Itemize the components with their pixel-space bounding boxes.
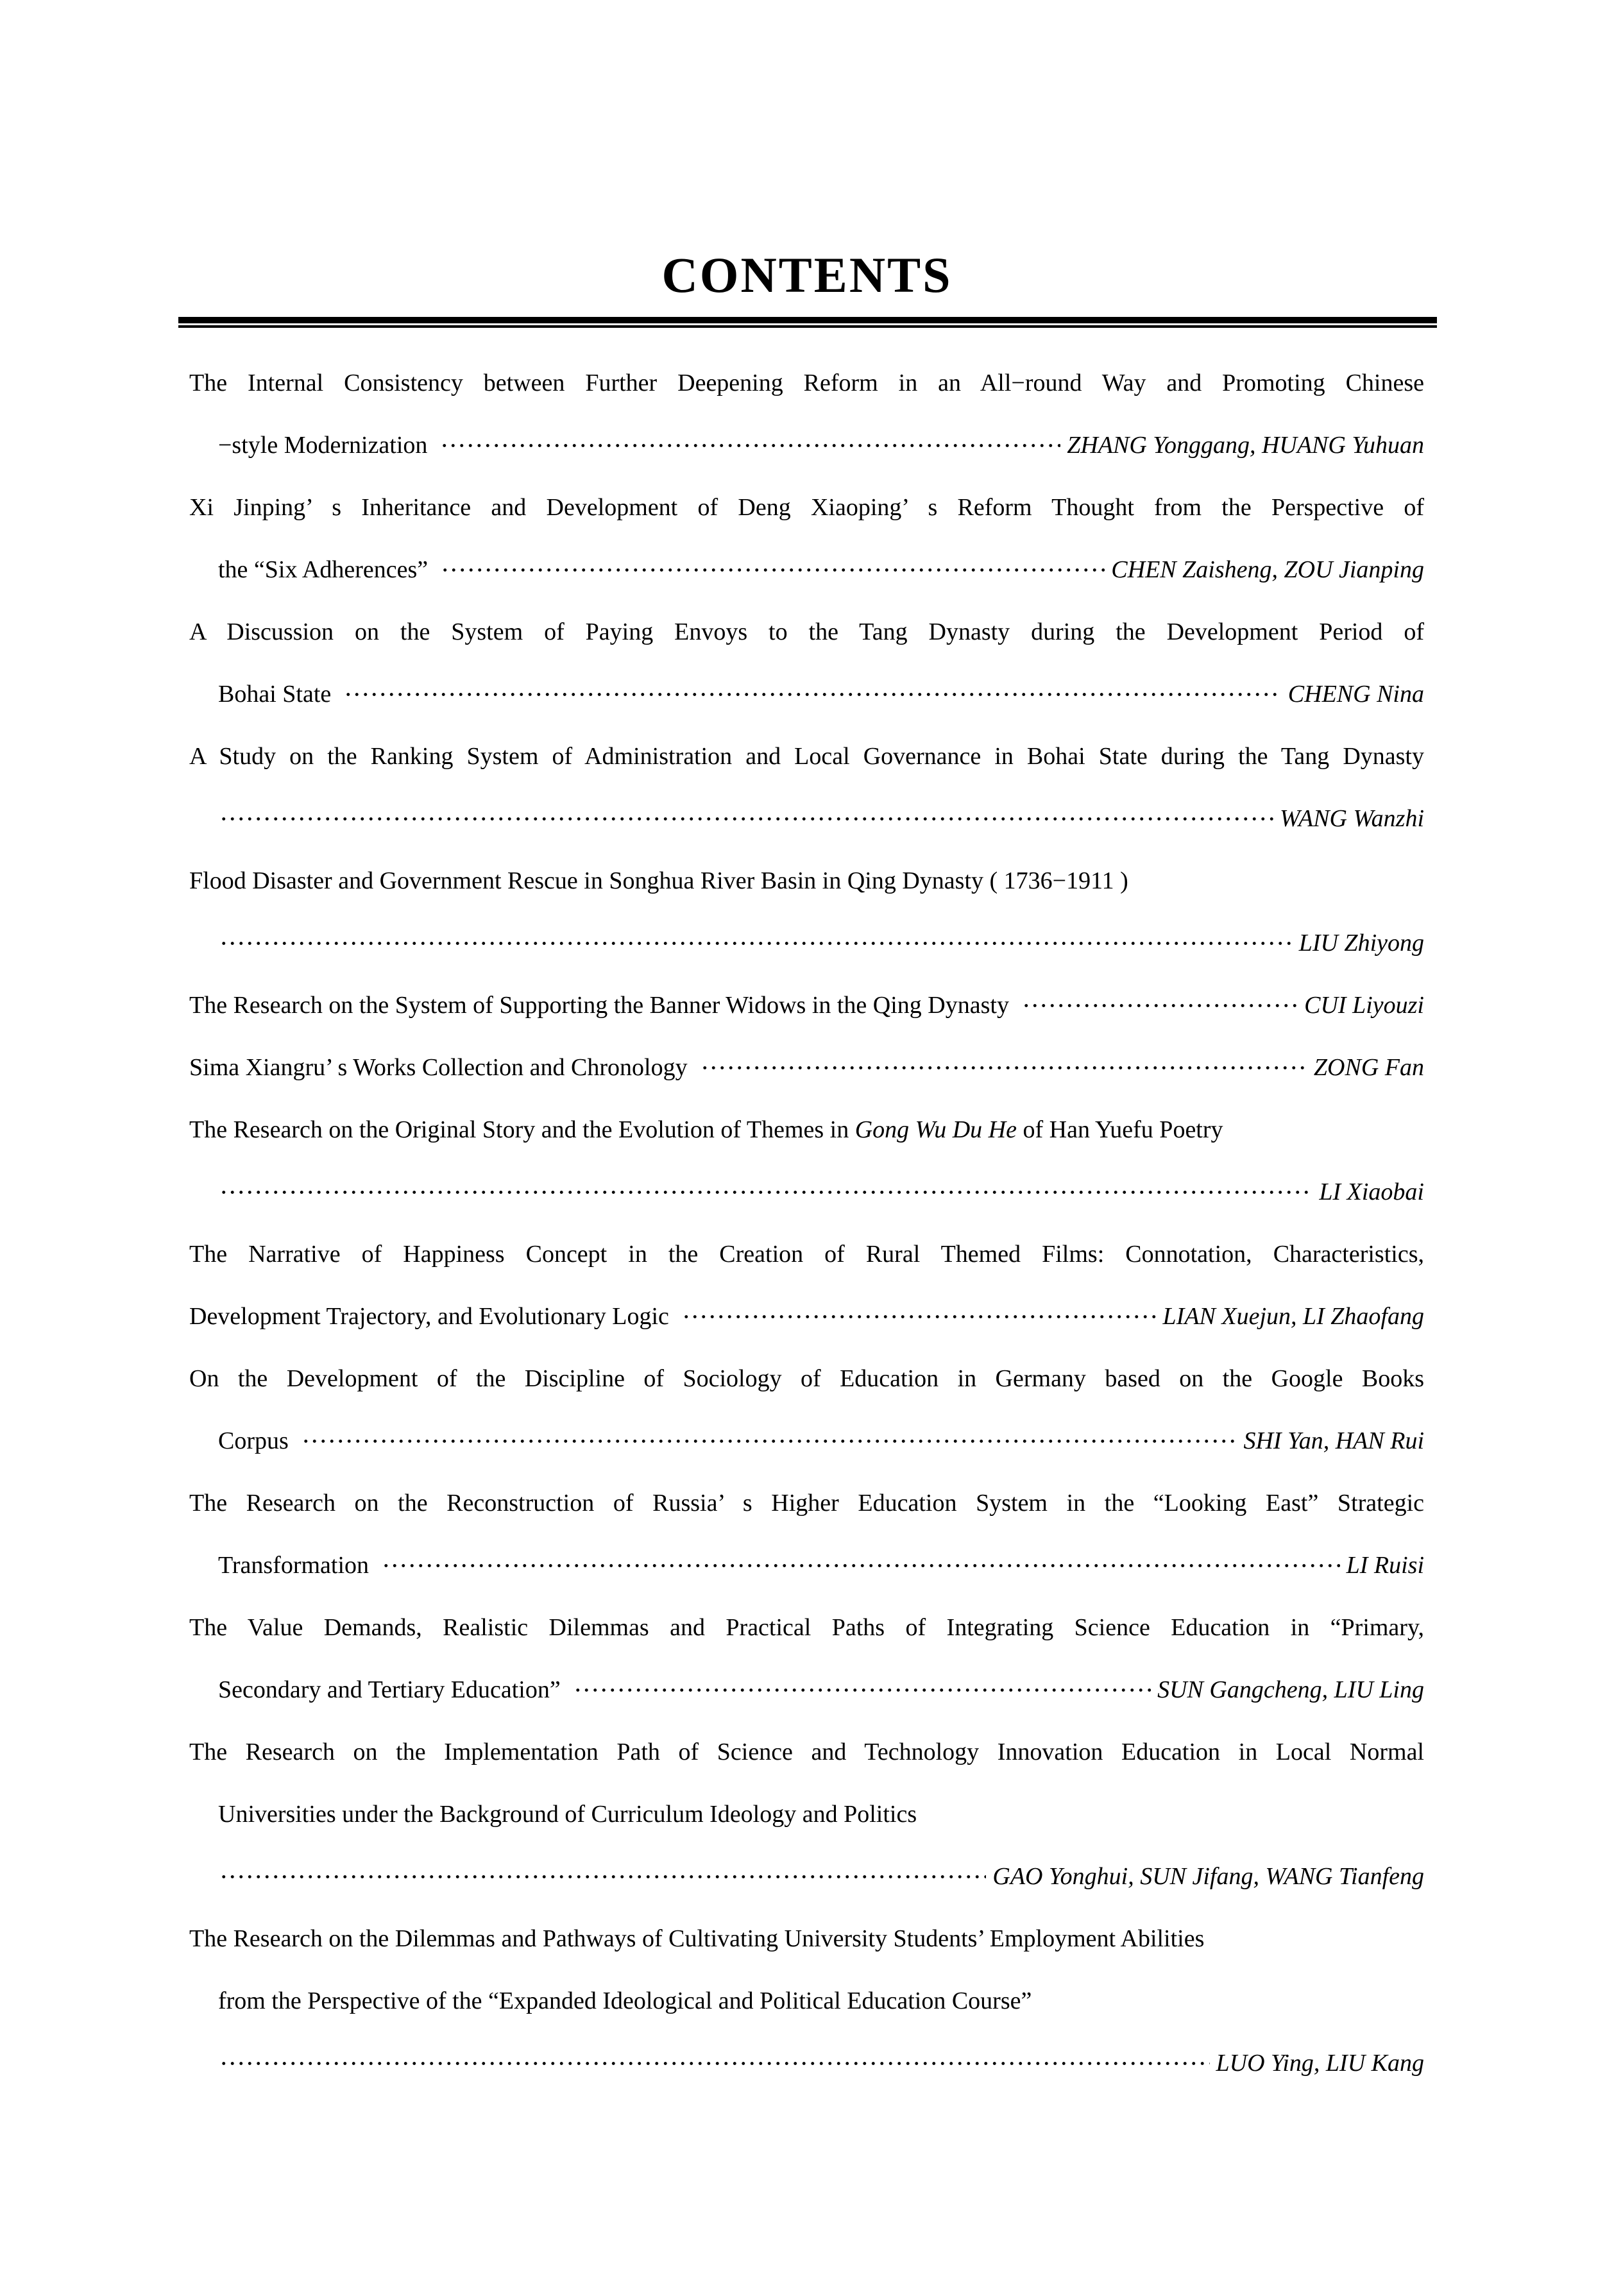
- toc-line-text: The Narrative of Happiness Concept in the Creation of Rural Themed Films: Connotation, Characteristics,: [189, 1241, 1424, 1268]
- toc-authors: CHENG Nina: [1287, 681, 1424, 708]
- toc-line-text: Universities under the Background of Curriculum Ideology and Politics: [218, 1801, 917, 1828]
- toc-line: [189, 663, 1424, 726]
- dot-leader: [219, 2032, 1210, 2095]
- dot-leader: [382, 1535, 1340, 1597]
- toc-line-text: Flood Disaster and Government Rescue in Songhua River Basin in Qing Dynasty ( 1736−1911 ): [189, 867, 1128, 894]
- toc-authors: CHEN Zaisheng, ZOU Jianping: [1111, 556, 1424, 583]
- toc-line-text: On the Development of the Discipline of Sociology of Education in Germany based on the Google Books: [189, 1365, 1424, 1392]
- toc-line-text: Secondary and Tertiary Education”: [218, 1676, 561, 1703]
- toc-line-text: Transformation: [218, 1552, 370, 1579]
- toc-line: [189, 477, 1424, 539]
- toc-line-text: The Research on the Dilemmas and Pathways of Cultivating University Students’ Employment Abilities: [189, 1925, 1205, 1952]
- toc-line: [189, 352, 1424, 414]
- dot-leader: [219, 1846, 986, 1908]
- dot-leader: [701, 1037, 1307, 1099]
- toc-line-text: the “Six Adherences”: [218, 556, 429, 583]
- toc-line: [189, 539, 1424, 601]
- toc-authors: CUI Liyouzi: [1304, 992, 1424, 1019]
- toc-line: [189, 1659, 1424, 1721]
- toc-line-text: The Research on the Reconstruction of Russia’ s Higher Education System in the “Looking East” Strategic: [189, 1490, 1424, 1517]
- dot-leader: [1022, 974, 1298, 1037]
- toc-line-text: from the Perspective of the “Expanded Ideological and Political Education Course”: [218, 1987, 1032, 2014]
- toc-line: [189, 414, 1424, 477]
- dot-leader: [573, 1659, 1151, 1721]
- toc-line-text: A Study on the Ranking System of Administration and Local Governance in Bohai State during the Tang Dynasty: [189, 743, 1424, 770]
- toc-authors: GAO Yonghui, SUN Jifang, WANG Tianfeng: [992, 1863, 1424, 1890]
- dot-leader: [344, 663, 1282, 726]
- toc-line: [189, 726, 1424, 788]
- toc-line: [189, 1348, 1424, 1410]
- toc-line: [189, 1535, 1424, 1597]
- dot-leader: [219, 788, 1273, 850]
- toc-line-text: The Research on the Implementation Path of Science and Technology Innovation Education in Local Normal: [189, 1739, 1424, 1765]
- toc-line: [189, 1472, 1424, 1535]
- toc-line: [189, 1597, 1424, 1659]
- toc-line: [189, 1410, 1424, 1472]
- toc-line: [189, 601, 1424, 663]
- dot-leader: [302, 1410, 1237, 1472]
- toc-line-text: A Discussion on the System of Paying Envoys to the Tang Dynasty during the Development Period of: [189, 618, 1424, 645]
- dot-leader: [682, 1286, 1157, 1348]
- toc-list: [189, 352, 1424, 2095]
- toc-line: [189, 1286, 1424, 1348]
- toc-line: [189, 1161, 1424, 1223]
- toc-line-text: The Value Demands, Realistic Dilemmas and Practical Paths of Integrating Science Education in “Primary,: [189, 1614, 1424, 1641]
- toc-line: [189, 1099, 1424, 1161]
- dot-leader: [441, 539, 1105, 601]
- title-rule: [178, 317, 1437, 328]
- page-title: CONTENTS: [661, 247, 953, 303]
- toc-line: [189, 1908, 1424, 1970]
- toc-line: [189, 1223, 1424, 1286]
- toc-line: [189, 850, 1424, 912]
- toc-line: [189, 1721, 1424, 1783]
- toc-authors: LI Ruisi: [1346, 1552, 1424, 1579]
- toc-authors: SUN Gangcheng, LIU Ling: [1157, 1676, 1424, 1703]
- toc-authors: LUO Ying, LIU Kang: [1216, 2050, 1424, 2077]
- toc-line-text: −style Modernization: [218, 432, 428, 459]
- toc-line-text: Sima Xiangru’ s Works Collection and Chronology: [189, 1054, 688, 1081]
- toc-line: [189, 2032, 1424, 2095]
- toc-authors: LIAN Xuejun, LI Zhaofang: [1162, 1303, 1424, 1330]
- toc-line: [189, 912, 1424, 974]
- toc-authors: ZONG Fan: [1313, 1054, 1424, 1081]
- toc-line-text: Xi Jinping’ s Inheritance and Development of Deng Xiaoping’ s Reform Thought from the Perspective of: [189, 494, 1424, 521]
- toc-line: [189, 1970, 1424, 2032]
- dot-leader: [219, 912, 1293, 974]
- toc-line-text: Bohai State: [218, 681, 332, 708]
- toc-line: [189, 1846, 1424, 1908]
- dot-leader: [219, 1161, 1312, 1223]
- toc-authors: LI Xiaobai: [1319, 1178, 1424, 1205]
- toc-line-text: Development Trajectory, and Evolutionary Logic: [189, 1303, 669, 1330]
- toc-authors: SHI Yan, HAN Rui: [1243, 1427, 1424, 1454]
- toc-line-text: Corpus: [218, 1427, 289, 1454]
- toc-authors: WANG Wanzhi: [1279, 805, 1424, 832]
- dot-leader: [440, 414, 1060, 477]
- toc-line: [189, 1037, 1424, 1099]
- toc-line: [189, 974, 1424, 1037]
- toc-line: [189, 1783, 1424, 1846]
- toc-line-text: The Research on the System of Supporting the Banner Widows in the Qing Dynasty: [189, 992, 1009, 1019]
- toc-authors: ZHANG Yonggang, HUANG Yuhuan: [1067, 432, 1424, 459]
- toc-line-text: The Internal Consistency between Further Deepening Reform in an All−round Way and Promoting Chinese: [189, 370, 1424, 396]
- toc-line: [189, 788, 1424, 850]
- toc-authors: LIU Zhiyong: [1298, 930, 1424, 957]
- toc-line-text: The Research on the Original Story and the Evolution of Themes in Gong Wu Du He of Han Yuefu Poetry: [189, 1116, 1223, 1143]
